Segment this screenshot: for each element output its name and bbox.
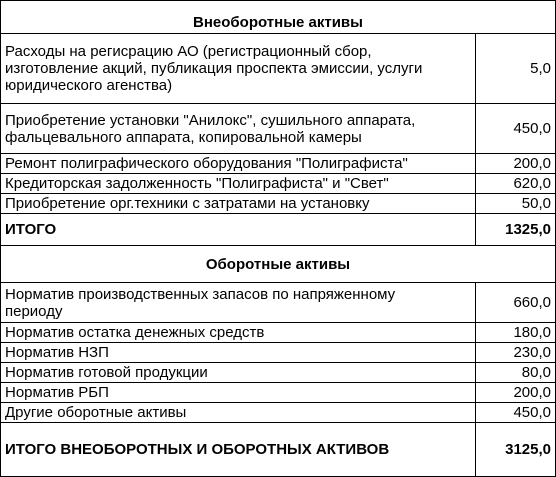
table-row bbox=[1, 154, 555, 174]
row-label: Норматив НЗП bbox=[1, 343, 476, 362]
row-label: Норматив остатка денежных средств bbox=[1, 323, 476, 342]
table-row bbox=[1, 174, 555, 194]
total-row bbox=[1, 214, 555, 246]
table-row bbox=[1, 383, 555, 403]
total-label: ИТОГО bbox=[1, 214, 476, 245]
row-label: Кредиторская задолженность "Полиграфиста" и "Свет" bbox=[1, 174, 476, 193]
row-value: 660,0 bbox=[513, 294, 551, 311]
row-label: Расходы на регисрацию АО (регистрационный сбор, изготовление акций, публикация проспекта эмиссии, услуги юридического агенства) bbox=[1, 34, 476, 103]
row-value: 50,0 bbox=[521, 195, 551, 212]
section-header-noncurrent bbox=[1, 1, 555, 34]
table-row bbox=[1, 343, 555, 363]
grand-total-row bbox=[1, 423, 555, 476]
row-label: Приобретение установки "Анилокс", сушильного аппарата, фальцевального аппарата, копировальной камеры bbox=[1, 104, 476, 153]
row-label: Норматив производственных запасов по напряженному периоду bbox=[1, 283, 476, 322]
row-value: 200,0 bbox=[513, 384, 551, 401]
row-label: Норматив РБП bbox=[1, 383, 476, 402]
row-value: 80,0 bbox=[521, 364, 551, 381]
table-row bbox=[1, 194, 555, 214]
section-title: Оборотные активы bbox=[205, 255, 351, 273]
table-row bbox=[1, 34, 555, 104]
row-value: 180,0 bbox=[513, 324, 551, 341]
total-value: 1325,0 bbox=[505, 221, 551, 238]
grand-total-value: 3125,0 bbox=[505, 441, 551, 458]
table-row bbox=[1, 403, 555, 423]
row-label: Приобретение орг.техники с затратами на установку bbox=[1, 194, 476, 213]
row-value: 450,0 bbox=[513, 404, 551, 421]
row-label: Норматив готовой продукции bbox=[1, 363, 476, 382]
row-value: 620,0 bbox=[513, 175, 551, 192]
grand-total-label: ИТОГО ВНЕОБОРОТНЫХ И ОБОРОТНЫХ АКТИВОВ bbox=[1, 423, 476, 476]
section-title: Внеоборотные активы bbox=[193, 13, 363, 31]
row-value: 200,0 bbox=[513, 155, 551, 172]
row-value: 230,0 bbox=[513, 344, 551, 361]
table-row bbox=[1, 104, 555, 154]
row-label: Другие оборотные активы bbox=[1, 403, 476, 422]
table-row bbox=[1, 323, 555, 343]
row-value: 450,0 bbox=[513, 120, 551, 137]
row-value: 5,0 bbox=[530, 60, 551, 77]
row-label: Ремонт полиграфического оборудования "Полиграфиста" bbox=[1, 154, 476, 173]
table-row bbox=[1, 283, 555, 323]
section-header-current bbox=[1, 246, 555, 283]
table-row bbox=[1, 363, 555, 383]
